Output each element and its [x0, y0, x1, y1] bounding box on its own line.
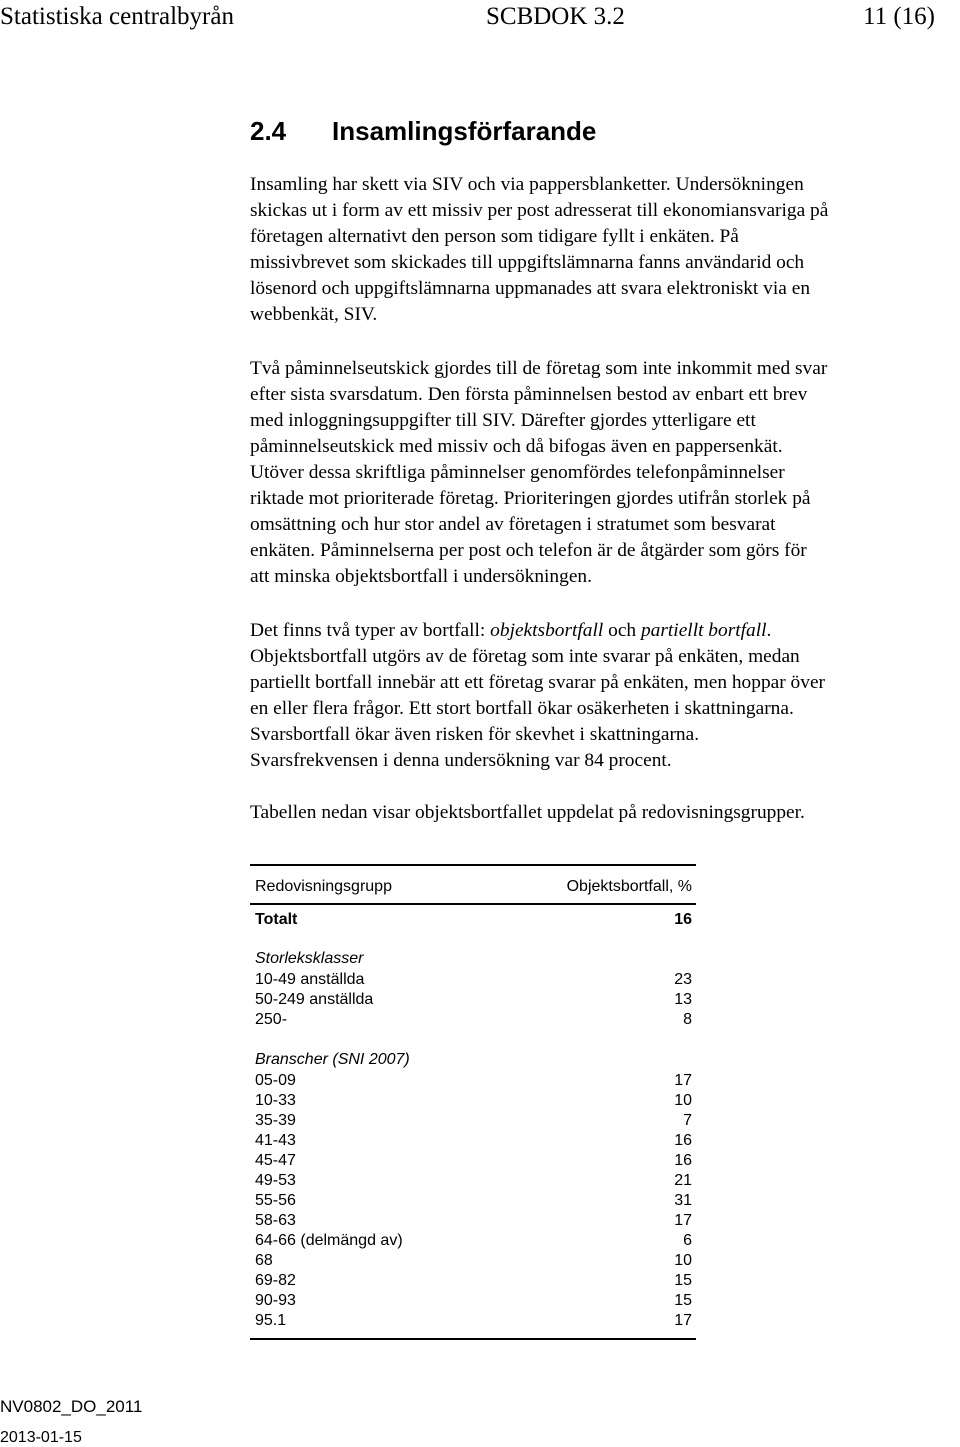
text-line: webbenkät, SIV. [250, 304, 378, 325]
row-label: 64-66 (delmängd av) [255, 1232, 403, 1249]
text-fragment: och [603, 620, 641, 641]
row-value: 16 [674, 911, 692, 928]
text-line: Svarsbortfall ökar även risken för skevhet i skattningarna. [250, 724, 700, 745]
table-row [255, 1271, 692, 1291]
header-organization: Statistiska centralbyrån [0, 3, 234, 30]
text-line: påminnelseutskick med missiv och då bifogas även en pappersenkät. [250, 436, 783, 457]
column-header-nonresponse: Objektsbortfall, % [566, 878, 692, 895]
section-heading [250, 115, 596, 147]
table-group-heading-branch [255, 1050, 692, 1070]
text-fragment: . [766, 620, 772, 641]
paragraph-collection-method [250, 172, 950, 328]
row-label: 69-82 [255, 1272, 296, 1289]
row-label: 55-56 [255, 1192, 296, 1209]
row-value: 15 [674, 1292, 692, 1309]
row-value: 10 [674, 1252, 692, 1269]
text-line: Objektsbortfall utgörs av de företag som inte svarar på enkäten, medan [250, 646, 800, 667]
term-partiellt-bortfall: partiellt bortfall [640, 620, 767, 641]
section-title: Insamlingsförfarande [332, 116, 597, 146]
text-line: efter sista svarsdatum. Den första påminnelsen bestod av enbart ett brev [250, 384, 808, 405]
text-line [250, 618, 950, 644]
table-header-row [255, 877, 692, 897]
row-label: 35-39 [255, 1112, 296, 1129]
row-value: 10 [674, 1092, 692, 1109]
row-value: 17 [674, 1212, 692, 1229]
row-label: 68 [255, 1252, 273, 1269]
text-line: en eller flera frågor. Ett stort bortfall ökar osäkerheten i skattningarna. [250, 698, 794, 719]
row-label: 90-93 [255, 1292, 296, 1309]
row-label: 10-33 [255, 1092, 296, 1109]
text-line: Insamling har skett via SIV och via pappersblanketter. Undersökningen [250, 174, 804, 195]
table-row [255, 1231, 692, 1251]
table-row [255, 1071, 692, 1091]
text-line: Tabellen nedan visar objektsbortfallet uppdelat på redovisningsgrupper. [250, 802, 805, 823]
footer-document-id: NV0802_DO_2011 [0, 1397, 143, 1416]
table-group-heading-size [255, 949, 692, 969]
table-row [255, 1151, 692, 1171]
text-line: riktade mot prioriterade företag. Prioriteringen gjordes utifrån storlek på [250, 488, 811, 509]
table-bottom-rule [250, 1338, 696, 1340]
row-value: 13 [674, 991, 692, 1008]
text-line: Två påminnelseutskick gjordes till de företag som inte inkommit med svar [250, 358, 828, 379]
row-value: 7 [683, 1112, 692, 1129]
row-value: 17 [674, 1312, 692, 1329]
text-line: omsättning och hur stor andel av företagen i stratumet som besvarat [250, 514, 776, 535]
table-row [255, 1131, 692, 1151]
text-fragment: Det finns två typer av bortfall: [250, 620, 491, 641]
text-line: att minska objektsbortfall i undersökningen. [250, 566, 592, 587]
table-row [255, 1171, 692, 1191]
text-line: missivbrevet som skickades till uppgiftslämnarna fanns användarid och [250, 252, 805, 273]
table-row [255, 1091, 692, 1111]
text-line: Svarsfrekvensen i denna undersökning var 84 procent. [250, 750, 672, 771]
table-row [255, 1251, 692, 1271]
row-value: 15 [674, 1272, 692, 1289]
row-value: 21 [674, 1172, 692, 1189]
header-page-number: 11 (16) [863, 3, 935, 30]
table-row [255, 1211, 692, 1231]
text-line: med inloggningsuppgifter till SIV. Därefter gjordes ytterligare ett [250, 410, 756, 431]
group-heading-label: Branscher (SNI 2007) [255, 1051, 410, 1068]
footer-date: 2013-01-15 [0, 1429, 82, 1446]
table-row [255, 1311, 692, 1331]
text-line: Utöver dessa skriftliga påminnelser genomfördes telefonpåminnelser [250, 462, 785, 483]
row-value: 6 [683, 1232, 692, 1249]
text-line: skickas ut i form av ett missiv per post adresserat till ekonomiansvariga på [250, 200, 829, 221]
table-row [255, 1010, 692, 1030]
text-line: lösenord och uppgiftslämnarna uppmanades att svara elektroniskt via en [250, 278, 811, 299]
header-document-code: SCBDOK 3.2 [486, 3, 625, 30]
table-row [255, 1291, 692, 1311]
table-row-total [255, 910, 692, 930]
row-value: 31 [674, 1192, 692, 1209]
row-label: Totalt [255, 911, 298, 928]
table-row [255, 970, 692, 990]
row-value: 23 [674, 971, 692, 988]
row-label: 58-63 [255, 1212, 296, 1229]
text-line: enkäten. Påminnelserna per post och telefon är de åtgärder som görs för [250, 540, 807, 561]
row-label: 49-53 [255, 1172, 296, 1189]
table-header-rule [250, 903, 696, 905]
row-value: 8 [683, 1011, 692, 1028]
table-row [255, 990, 692, 1010]
row-label: 50-249 anställda [255, 991, 374, 1008]
row-label: 45-47 [255, 1152, 296, 1169]
text-line: partiellt bortfall innebär att ett företag svarar på enkäten, men hoppar över [250, 672, 826, 693]
section-number: 2.4 [250, 116, 287, 146]
row-label: 95.1 [255, 1312, 287, 1329]
table-row [255, 1191, 692, 1211]
table-top-rule [250, 864, 696, 866]
group-heading-label: Storleksklasser [255, 950, 364, 967]
row-value: 16 [674, 1132, 692, 1149]
column-header-group: Redovisningsgrupp [255, 878, 392, 895]
row-label: 10-49 anställda [255, 971, 365, 988]
paragraph-nonresponse-types [250, 618, 950, 774]
row-label: 250- [255, 1011, 288, 1028]
row-value: 17 [674, 1072, 692, 1089]
table-row [255, 1111, 692, 1131]
row-value: 16 [674, 1152, 692, 1169]
paragraph-table-intro [250, 800, 950, 826]
text-line: företagen alternativt den person som tidigare fyllt i enkäten. På [250, 226, 739, 247]
term-objektsbortfall: objektsbortfall [490, 620, 604, 641]
row-label: 41-43 [255, 1132, 296, 1149]
paragraph-reminders [250, 356, 950, 590]
row-label: 05-09 [255, 1072, 296, 1089]
